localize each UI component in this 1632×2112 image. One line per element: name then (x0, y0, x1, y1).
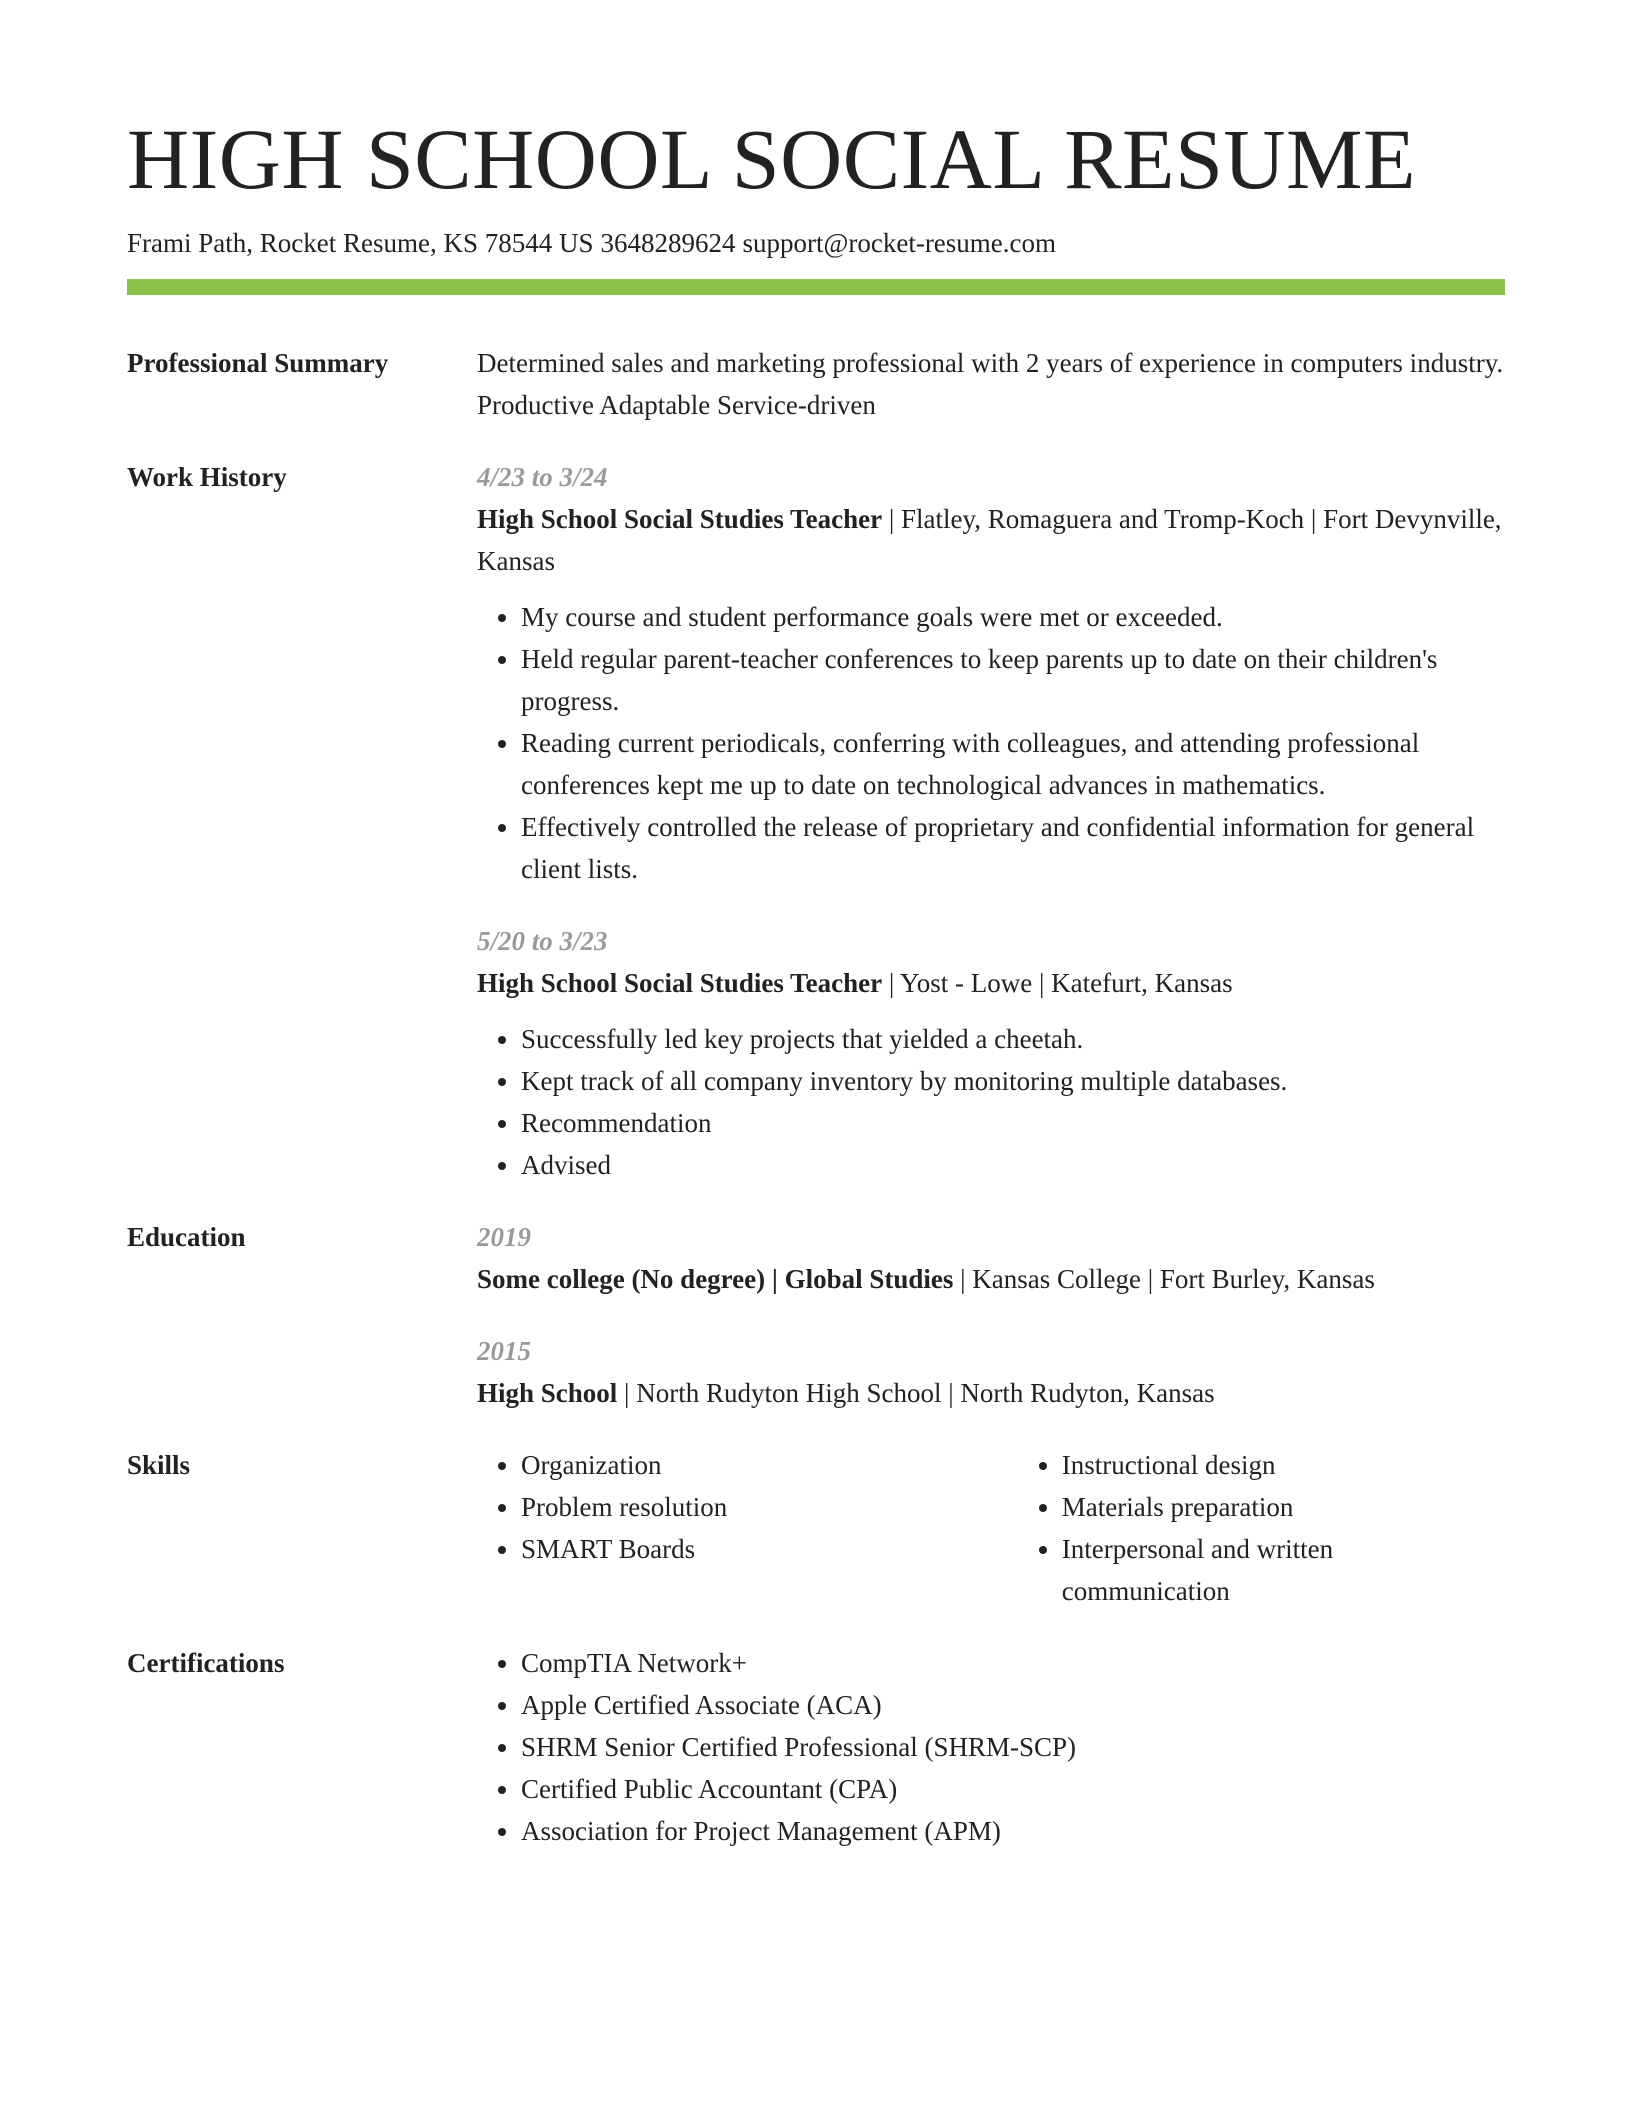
job-details: | Yost - Lowe | Katefurt, Kansas (882, 968, 1233, 999)
contact-line (127, 227, 1505, 259)
contact-phone: 3648289624 (600, 228, 736, 258)
list-item: • SHRM Senior Certified Professional (SHRM-SCP) (521, 1726, 1505, 1768)
job-entry (477, 456, 1505, 890)
summary-text: Determined sales and marketing professional with 2 years of experience in computers industry. Productive Adaptable Service-driven (477, 348, 1504, 421)
list-item: • Problem resolution (521, 1486, 1018, 1528)
certifications-section (127, 1642, 1505, 1852)
education-line (477, 1372, 1505, 1414)
list-item: • Interpersonal and written communication (1062, 1528, 1505, 1612)
education-details: | North Rudyton High School | North Rudyton, Kansas (617, 1378, 1215, 1409)
skills-section (127, 1444, 1505, 1612)
skills-grid (477, 1444, 1505, 1612)
summary-section (127, 342, 1505, 426)
list-item: • SMART Boards (521, 1528, 1018, 1570)
list-item: • Association for Project Management (APM) (521, 1810, 1505, 1852)
list-item: • Advised (521, 1144, 1505, 1186)
certifications-title: Certifications (127, 1648, 285, 1679)
certifications-body (477, 1642, 1505, 1852)
list-item: • Recommendation (521, 1102, 1505, 1144)
work-history-body (477, 456, 1505, 1186)
contact-email: support@rocket-resume.com (742, 228, 1057, 258)
job-dates: 4/23 to 3/24 (477, 462, 608, 493)
skills-column (477, 1444, 1018, 1612)
skills-column (1018, 1444, 1505, 1612)
certifications-list (477, 1642, 1505, 1852)
list-item: • Effectively controlled the release of proprietary and confidential information for general client lists. (521, 806, 1505, 890)
list-item: • Reading current periodicals, conferring with colleagues, and attending professional conferences kept me up to date on technological advances in mathematics. (521, 722, 1505, 806)
job-role-line (477, 962, 1505, 1004)
list-item: • Instructional design (1062, 1444, 1505, 1486)
list-item: • Successfully led key projects that yielded a cheetah. (521, 1018, 1505, 1060)
list-item: • Held regular parent-teacher conferences to keep parents up to date on their children's progress. (521, 638, 1505, 722)
contact-address: Frami Path, Rocket Resume, KS 78544 US (127, 228, 594, 258)
education-line (477, 1258, 1505, 1300)
header-divider (127, 279, 1505, 295)
list-item: • Organization (521, 1444, 1018, 1486)
education-entry (477, 1330, 1505, 1414)
work-history-title: Work History (127, 462, 287, 493)
job-bullets (477, 1018, 1505, 1186)
list-item: • Apple Certified Associate (ACA) (521, 1684, 1505, 1726)
job-role: High School Social Studies Teacher (477, 504, 883, 535)
job-dates: 5/20 to 3/23 (477, 926, 608, 957)
job-bullets (477, 596, 1505, 890)
job-role: High School Social Studies Teacher (477, 968, 883, 999)
job-details: | Flatley, Romaguera and Tromp-Koch | Fort Devynville, Kansas (477, 504, 1502, 577)
education-body (477, 1216, 1505, 1414)
education-degree: High School (477, 1378, 618, 1409)
job-role-line (477, 498, 1505, 582)
education-details: | Kansas College | Fort Burley, Kansas (953, 1264, 1375, 1295)
list-item: • My course and student performance goals were met or exceeded. (521, 596, 1505, 638)
education-degree: Some college (No degree) | Global Studies (477, 1264, 954, 1295)
education-year: 2019 (477, 1222, 531, 1253)
list-item: • Certified Public Accountant (CPA) (521, 1768, 1505, 1810)
list-item: • CompTIA Network+ (521, 1642, 1505, 1684)
job-entry (477, 920, 1505, 1186)
work-history-section (127, 456, 1505, 1186)
summary-title: Professional Summary (127, 348, 389, 379)
resume-name: HIGH SCHOOL SOCIAL RESUME (127, 111, 1417, 207)
skills-title: Skills (127, 1450, 191, 1481)
list-item: • Kept track of all company inventory by monitoring multiple databases. (521, 1060, 1505, 1102)
education-section (127, 1216, 1505, 1414)
education-title: Education (127, 1222, 246, 1253)
education-entry (477, 1216, 1505, 1300)
education-year: 2015 (477, 1336, 531, 1367)
list-item: • Materials preparation (1062, 1486, 1505, 1528)
